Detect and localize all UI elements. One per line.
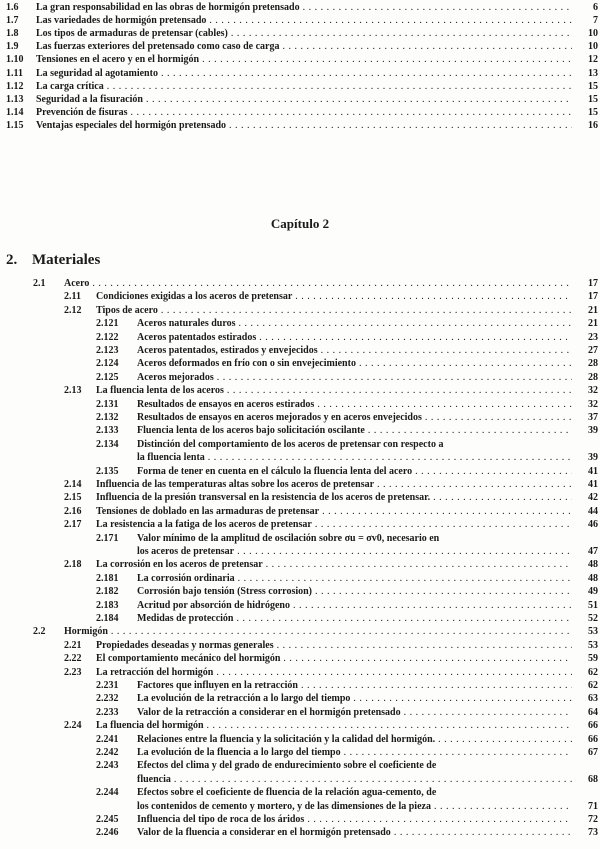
toc-entry	[0, 384, 600, 398]
entry-page-number: 23	[588, 331, 598, 343]
entry-page-number: 73	[588, 827, 598, 839]
toc-entry	[0, 317, 600, 331]
entry-title: Valor de la retracción a considerar en el hormigón pretensado . . .	[137, 706, 572, 720]
entry-page-number: 39	[588, 425, 598, 437]
entry-page-number: 48	[588, 572, 598, 584]
toc-entry	[0, 451, 600, 465]
entry-page-number: 62	[588, 680, 598, 691]
entry-title: Aceros mejorados . . .	[137, 371, 572, 385]
toc-entry	[0, 692, 600, 706]
entry-number: 2.232	[96, 693, 119, 705]
entry-number: 1.8	[6, 28, 19, 40]
entry-page-number: 64	[588, 706, 598, 718]
entry-number: 2.11	[64, 291, 81, 303]
toc-entry	[0, 27, 600, 41]
entry-number: 2.243	[96, 760, 119, 772]
entry-page-number: 42	[588, 492, 598, 504]
entry-title: La fluencia del hormigón . . .	[96, 719, 572, 733]
toc-entry	[0, 93, 600, 107]
entry-page-number: 48	[588, 559, 598, 571]
entry-title: La gran responsabilidad en las obras de hormigón pretensado . . .	[36, 1, 572, 15]
entry-page-number: 21	[588, 304, 598, 316]
entry-title: Los tipos de armaduras de pretensar (cables) . . .	[36, 27, 572, 41]
entry-number: 2.125	[96, 371, 119, 383]
entry-page-number: 37	[588, 412, 598, 423]
toc-entry	[0, 612, 600, 626]
entry-number: 2.181	[96, 572, 119, 584]
entry-page-number: 15	[588, 93, 598, 105]
entry-title: Valor mínimo de la amplitud de oscilación sobre σu = σv0, necesario en	[137, 532, 440, 544]
toc-entry	[0, 67, 600, 81]
entry-page-number: 71	[588, 800, 598, 812]
toc-entry	[0, 438, 600, 452]
toc-entry	[0, 800, 600, 814]
entry-title: La resistencia a la fatiga de los aceros de pretensar . . .	[96, 518, 572, 532]
entry-page-number: 62	[588, 666, 598, 678]
entry-number: 1.12	[6, 80, 24, 92]
toc-entry	[0, 625, 600, 639]
entry-title: Las fuerzas exteriores del pretensado como caso de carga . . .	[36, 40, 572, 54]
entry-page-number: 32	[588, 385, 598, 397]
entry-page-number: 6	[593, 2, 598, 13]
entry-page-number: 41	[588, 479, 598, 490]
entry-title: La evolución de la fluencia a lo largo del tiempo . . .	[137, 746, 572, 760]
toc-entry	[0, 331, 600, 345]
entry-title: Influencia del tipo de roca de los áridos . . .	[137, 813, 572, 827]
entry-title: Hormigón . . .	[64, 625, 572, 639]
toc-entry	[0, 304, 600, 318]
entry-title: Aceros patentados estirados . . .	[137, 331, 572, 345]
entry-number: 2.12	[64, 304, 82, 316]
entry-title: Forma de tener en cuenta en el cálculo la fluencia lenta del acero . . .	[137, 465, 572, 479]
entry-page-number: 10	[588, 28, 598, 40]
entry-title: los contenidos de cemento y mortero, y de las dimensiones de la pieza . . .	[137, 800, 572, 814]
entry-page-number: 51	[588, 599, 598, 611]
entry-title: La fluencia lenta de los aceros . . .	[96, 384, 572, 398]
entry-title: Acero . . .	[64, 277, 572, 291]
toc-entry	[0, 53, 600, 67]
toc-entry	[0, 478, 600, 492]
entry-title: La seguridad al agotamiento . . .	[36, 67, 572, 81]
entry-page-number: 41	[588, 465, 598, 477]
entry-page-number: 53	[588, 626, 598, 638]
toc-entry	[0, 545, 600, 559]
entry-number: 2.244	[96, 787, 119, 799]
toc-entry	[0, 558, 600, 572]
entry-page-number: 28	[588, 358, 598, 370]
entry-title: Las variedades de hormigón pretensado . . .	[36, 14, 572, 28]
entry-title: los aceros de pretensar . . .	[137, 545, 572, 559]
toc-entry	[0, 119, 600, 133]
entry-number: 2.131	[96, 398, 119, 410]
toc-entry	[0, 344, 600, 358]
entry-title: Condiciones exigidas a los aceros de pretensar . . .	[96, 290, 572, 304]
entry-title: La corrosión ordinaria . . .	[137, 572, 572, 586]
toc-entry	[0, 639, 600, 653]
entry-title: Aceros deformados en frío con o sin envejecimiento . . .	[137, 357, 572, 371]
entry-title: Efectos del clima y del grado de endurecimiento sobre el coeficiente de	[137, 760, 437, 772]
entry-number: 2.17	[64, 519, 82, 531]
entry-number: 2.182	[96, 586, 119, 598]
toc-entry	[0, 411, 600, 425]
toc-entry	[0, 599, 600, 613]
entry-number: 2.233	[96, 706, 119, 718]
entry-page-number: 7	[593, 15, 598, 27]
entry-page-number: 67	[588, 747, 598, 758]
entry-number: 2.132	[96, 412, 119, 423]
entry-number: 2.18	[64, 559, 82, 571]
toc-entry	[0, 277, 600, 291]
entry-title: La evolución de la retracción a lo largo del tiempo . . .	[137, 692, 572, 706]
entry-number: 2.21	[64, 639, 82, 651]
toc-entry	[0, 786, 600, 800]
entry-title: Tipos de acero . . .	[96, 304, 572, 318]
entry-number: 2.15	[64, 492, 82, 504]
entry-title: Ventajas especiales del hormigón pretensado . . .	[36, 119, 572, 133]
entry-number: 2.231	[96, 680, 119, 691]
entry-title: Aceros naturales duros . . .	[137, 317, 572, 331]
entry-page-number: 21	[588, 318, 598, 330]
section-heading	[6, 252, 100, 269]
entry-title: Medidas de protección . . .	[137, 612, 572, 626]
entry-page-number: 44	[588, 505, 598, 517]
toc-entry	[0, 679, 600, 693]
entry-number: 2.246	[96, 827, 119, 839]
entry-page-number: 28	[588, 371, 598, 383]
entry-page-number: 52	[588, 613, 598, 624]
entry-page-number: 59	[588, 653, 598, 665]
entry-page-number: 39	[588, 452, 598, 464]
toc-entry	[0, 398, 600, 412]
entry-title: Influencia de la presión transversal en la resistencia de los aceros de pretensar. . . .	[96, 491, 572, 505]
toc-entry	[0, 719, 600, 733]
entry-page-number: 66	[588, 733, 598, 745]
entry-title: Valor de la fluencia a considerar en el hormigón pretensado . . .	[137, 826, 572, 840]
toc-entry	[0, 106, 600, 120]
entry-number: 2.2	[33, 626, 46, 638]
toc-entry	[0, 652, 600, 666]
entry-title: La retracción del hormigón . . .	[96, 666, 572, 680]
entry-number: 1.14	[6, 106, 24, 118]
entry-page-number: 13	[588, 67, 598, 79]
entry-number: 2.183	[96, 599, 119, 611]
entry-page-number: 17	[588, 291, 598, 303]
entry-title: Seguridad a la fisuración . . .	[36, 93, 572, 107]
entry-page-number: 15	[588, 80, 598, 92]
entry-number: 2.133	[96, 425, 119, 437]
toc-entry	[0, 505, 600, 519]
entry-number: 2.124	[96, 358, 119, 370]
entry-page-number: 32	[588, 398, 598, 410]
toc-entry	[0, 518, 600, 532]
entry-title: fluencia . . .	[137, 773, 572, 787]
entry-title: Resultados de ensayos en aceros mejorados y en aceros envejecidos . . .	[137, 411, 572, 425]
toc-entry	[0, 491, 600, 505]
entry-number: 1.11	[6, 67, 23, 79]
entry-number: 2.245	[96, 814, 119, 825]
entry-title: Factores que influyen en la retracción . . .	[137, 679, 572, 693]
entry-title: Propiedades deseadas y normas generales . . .	[96, 639, 572, 653]
entry-number: 2.134	[96, 438, 119, 450]
entry-number: 1.6	[6, 2, 19, 13]
toc-entry	[0, 40, 600, 54]
entry-page-number: 68	[588, 773, 598, 785]
toc-entry	[0, 357, 600, 371]
entry-title: Aceros patentados, estirados y envejecidos . . .	[137, 344, 572, 358]
entry-page-number: 72	[588, 814, 598, 825]
entry-number: 1.13	[6, 93, 24, 105]
toc-entry	[0, 706, 600, 720]
toc-entry	[0, 572, 600, 586]
entry-number: 2.22	[64, 653, 82, 665]
toc-entry	[0, 826, 600, 840]
entry-title: Resultados de ensayos en aceros estirados . . .	[137, 398, 572, 412]
entry-number: 2.23	[64, 666, 82, 678]
entry-page-number: 17	[588, 278, 598, 289]
toc-entry	[0, 465, 600, 479]
entry-page-number: 49	[588, 586, 598, 598]
entry-page-number: 63	[588, 693, 598, 705]
entry-number: 2.123	[96, 345, 119, 356]
section-number: 2.	[6, 252, 18, 268]
toc-entry	[0, 532, 600, 546]
entry-number: 1.7	[6, 15, 19, 27]
entry-number: 2.171	[96, 532, 119, 544]
entry-title: Prevención de fisuras . . .	[36, 106, 572, 120]
entry-title: Relaciones entre la fluencia y la solicitación y la calidad del hormigón. . . .	[137, 733, 572, 747]
entry-number: 2.14	[64, 479, 82, 490]
entry-title: Efectos sobre el coeficiente de fluencia de la relación agua-cemento, de	[137, 787, 437, 799]
chapter-heading: Capítulo 2	[270, 216, 330, 231]
entry-page-number: 16	[588, 119, 598, 131]
toc-entry	[0, 746, 600, 760]
toc-entry	[0, 80, 600, 94]
toc-entry	[0, 371, 600, 385]
toc-entry	[0, 733, 600, 747]
entry-title: Tensiones en el acero y en el hormigón . . .	[36, 53, 572, 67]
entry-page-number: 27	[588, 345, 598, 356]
toc-entry	[0, 424, 600, 438]
entry-page-number: 53	[588, 639, 598, 651]
entry-title: La carga crítica . . .	[36, 80, 572, 94]
toc-entry	[0, 759, 600, 773]
entry-number: 2.242	[96, 747, 119, 758]
entry-page-number: 15	[588, 106, 598, 118]
entry-number: 2.24	[64, 720, 82, 732]
entry-number: 2.1	[33, 278, 46, 289]
entry-number: 2.13	[64, 385, 82, 397]
toc-entry	[0, 1, 600, 15]
toc-entry	[0, 290, 600, 304]
entry-title: Distinción del comportamiento de los aceros de pretensar con respecto a	[137, 438, 444, 450]
entry-title: El comportamiento mecánico del hormigón . . .	[96, 652, 572, 666]
toc-entry	[0, 585, 600, 599]
entry-title: Corrosión bajo tensión (Stress corrosion) . . .	[137, 585, 572, 599]
section-title: Materiales	[32, 252, 101, 268]
entry-title: Tensiones de doblado en las armaduras de pretensar . . .	[96, 505, 572, 519]
toc-entry	[0, 14, 600, 28]
entry-title: Acritud por absorción de hidrógeno . . .	[137, 599, 572, 613]
entry-number: 1.15	[6, 119, 24, 131]
toc-entry	[0, 813, 600, 827]
entry-number: 2.121	[96, 318, 119, 330]
entry-title: La corrosión en los aceros de pretensar . . .	[96, 558, 572, 572]
entry-number: 2.184	[96, 613, 119, 624]
entry-number: 2.122	[96, 331, 119, 343]
entry-number: 1.10	[6, 54, 24, 66]
entry-number: 2.16	[64, 505, 82, 517]
entry-title: Fluencia lenta de los aceros bajo solicitación oscilante . . .	[137, 424, 572, 438]
entry-page-number: 12	[588, 54, 598, 66]
entry-page-number: 46	[588, 519, 598, 531]
entry-page-number: 10	[588, 41, 598, 53]
entry-page-number: 66	[588, 720, 598, 732]
toc-entry	[0, 773, 600, 787]
entry-number: 2.135	[96, 465, 119, 477]
entry-number: 2.241	[96, 733, 119, 745]
entry-number: 1.9	[6, 41, 19, 53]
toc-entry	[0, 666, 600, 680]
entry-title: Influencia de las temperaturas altas sobre los aceros de pretensar . . .	[96, 478, 572, 492]
entry-title: la fluencia lenta . . .	[137, 451, 572, 465]
entry-page-number: 47	[588, 546, 598, 557]
